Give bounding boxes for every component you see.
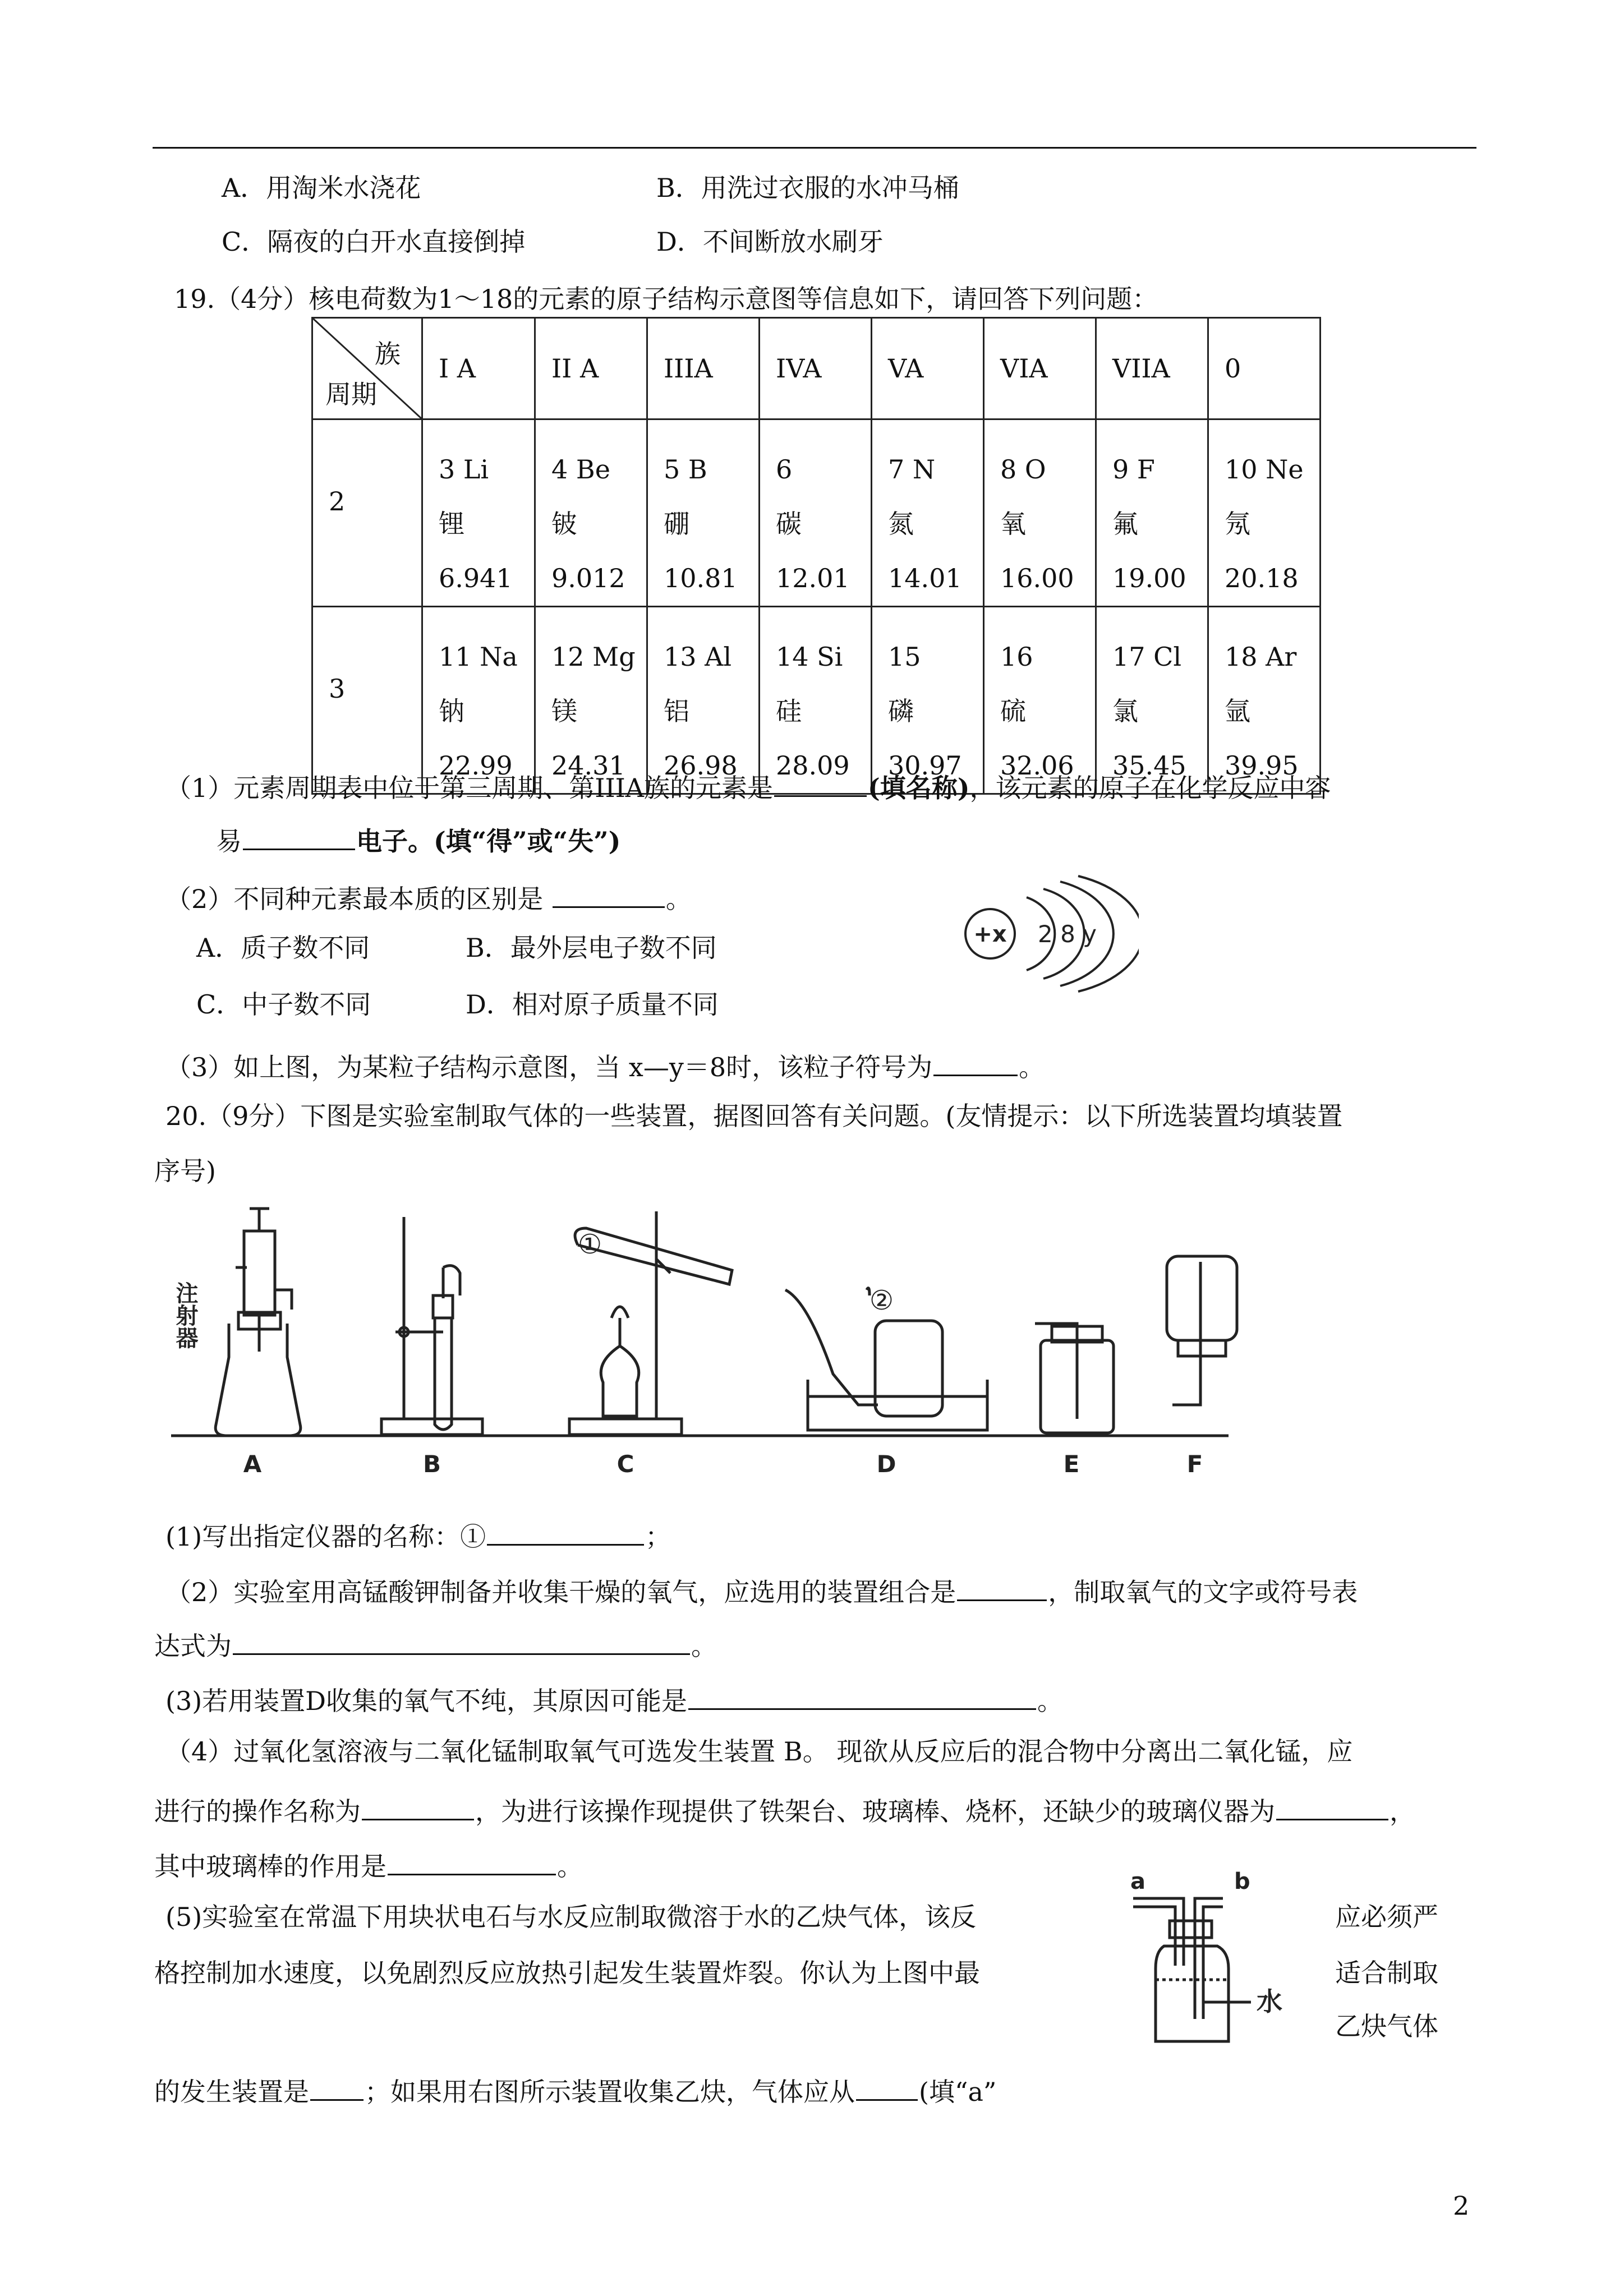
answer-blank[interactable] [362, 1793, 474, 1820]
element-cell: 11 Na 钠 22.99 [422, 607, 535, 794]
q19-part2: （2）不同种元素最本质的区别是 。 [165, 880, 692, 912]
syringe-label: 注射器 [172, 1281, 198, 1349]
q20-part5-line3-right: 乙炔气体 [1335, 2011, 1438, 2041]
answer-blank[interactable] [233, 1628, 690, 1655]
q19-option-d: D．相对原子质量不同 [466, 989, 719, 1020]
circle-one-label: ① [578, 1229, 602, 1260]
apparatus-label-e: E [1063, 1450, 1080, 1478]
q18-option-c: C．隔夜的白开水直接倒掉 [222, 227, 526, 257]
nucleus-label: +x [973, 921, 1007, 947]
lab-apparatus-figure [168, 1206, 1245, 1497]
group-header: II A [535, 318, 647, 419]
q19-option-b: B．最外层电子数不同 [466, 933, 717, 963]
apparatus-label-f: F [1186, 1450, 1203, 1478]
q20-stem-line2: 序号) [154, 1156, 216, 1186]
gas-bottle-figure [1122, 1868, 1307, 2053]
period-cell: 2 [312, 419, 422, 607]
element-cell: 6 碳 12.01 [760, 419, 872, 607]
element-cell: 15 磷 30.97 [872, 607, 984, 794]
element-cell: 5 B 硼 10.81 [647, 419, 760, 607]
group-header: VA [872, 318, 984, 419]
q20-part5-line2-right: 适合制取 [1335, 1958, 1438, 1988]
answer-blank[interactable] [957, 1574, 1047, 1601]
q20-part5-line1-right: 应必须严 [1335, 1902, 1438, 1932]
answer-blank[interactable] [774, 769, 867, 797]
q20-part4-line2: 进行的操作名称为 ，为进行该操作现提供了铁架台、玻璃棒、烧杯，还缺少的玻璃仪器为 ， [154, 1793, 1415, 1824]
group-header: I A [422, 318, 535, 419]
element-cell: 8 O 氧 16.00 [984, 419, 1096, 607]
page-number: 2 [1453, 2191, 1470, 2221]
group-header: VIA [984, 318, 1096, 419]
q20-part4-line1: （4）过氧化氢溶液与二氧化锰制取氧气可选发生装置 B。 现欲从反应后的混合物中分离出二氧化锰，应 [165, 1736, 1353, 1767]
q20-part4-line3: 其中玻璃棒的作用是 。 [154, 1848, 583, 1879]
atom-structure-diagram [959, 875, 1139, 998]
answer-blank[interactable] [310, 2073, 364, 2101]
q20-part5-line4: 的发生装置是 ；如果用右图所示装置收集乙炔，气体应从 (填“a” [154, 2073, 996, 2105]
q20-part5-line2: 格控制加水速度，以免剧烈反应放热引起发生装置炸裂。你认为上图中最 [154, 1958, 980, 1988]
apparatus-label-a: A [243, 1450, 262, 1478]
group-header: 0 [1208, 318, 1321, 419]
group-header: IIIA [647, 318, 760, 419]
apparatus-label-b: B [422, 1450, 441, 1478]
period-cell: 3 [312, 607, 422, 794]
element-cell: 10 Ne 氖 20.18 [1208, 419, 1321, 607]
answer-blank[interactable] [388, 1848, 556, 1875]
answer-blank[interactable] [933, 1049, 1018, 1076]
element-cell: 14 Si 硅 28.09 [760, 607, 872, 794]
q19-option-a: A．质子数不同 [196, 933, 370, 963]
header-rule [153, 147, 1476, 149]
element-cell: 12 Mg 镁 24.31 [535, 607, 647, 794]
element-cell: 16 硫 32.06 [984, 607, 1096, 794]
table-row [312, 607, 1321, 794]
element-cell: 3 Li 锂 6.941 [422, 419, 535, 607]
element-cell: 17 Cl 氯 35.45 [1096, 607, 1208, 794]
answer-blank[interactable] [487, 1518, 644, 1546]
element-cell: 18 Ar 氩 39.95 [1208, 607, 1321, 794]
element-cell: 4 Be 铍 9.012 [535, 419, 647, 607]
shell-electrons-label: 2 8 y [1038, 920, 1097, 948]
element-cell: 13 Al 铝 26.98 [647, 607, 760, 794]
q20-part2-line2: 达式为 。 [154, 1628, 717, 1659]
q18-option-a: A．用淘米水浇花 [222, 173, 421, 203]
q19-part1-line1: （1）元素周期表中位于第三周期、第IIIA族的元素是 (填名称)，该元素的原子在化学反应中容 [165, 769, 1331, 801]
q18-option-d: D．不间断放水刷牙 [656, 227, 884, 257]
q19-stem: 19.（4分）核电荷数为1～18的元素的原子结构示意图等信息如下，请回答下列问题： [174, 284, 1158, 314]
q20-part3: (3)若用装置D收集的氧气不纯，其原因可能是 。 [165, 1682, 1063, 1714]
q19-part3: （3）如上图，为某粒子结构示意图，当 x—y＝8时，该粒子符号为 。 [165, 1049, 1045, 1080]
table-corner-cell [312, 318, 422, 419]
q18-option-b: B．用洗过衣服的水冲马桶 [656, 173, 959, 203]
group-header: IVA [760, 318, 872, 419]
answer-blank[interactable] [688, 1682, 1036, 1710]
water-label: 水 [1257, 1986, 1282, 2017]
q19-option-c: C．中子数不同 [196, 989, 371, 1020]
group-header: VIIA [1096, 318, 1208, 419]
corner-group-label: 族 [375, 339, 401, 369]
q20-part1: (1)写出指定仪器的名称：① ； [165, 1518, 671, 1550]
apparatus-label-d: D [876, 1450, 896, 1478]
q20-part2-line1: （2）实验室用高锰酸钾制备并收集干燥的氧气，应选用的装置组合是 ，制取氧气的文字或符号表 [165, 1574, 1358, 1605]
q20-stem-line1: 20.（9分）下图是实验室制取气体的一些装置，据图回答有关问题。(友情提示：以下所选装置均填装置 [165, 1101, 1343, 1131]
answer-blank[interactable] [1276, 1793, 1388, 1820]
answer-blank[interactable] [856, 2073, 918, 2101]
table-row [312, 419, 1321, 607]
inlet-b-label: b [1234, 1869, 1250, 1894]
answer-blank[interactable] [243, 823, 355, 850]
inlet-a-label: a [1130, 1869, 1145, 1894]
answer-blank[interactable] [553, 880, 665, 908]
q19-part1-line2: 易 电子。(填“得”或“失”) [216, 823, 620, 854]
element-cell: 9 F 氟 19.00 [1096, 419, 1208, 607]
circle-two-label: ② [869, 1285, 894, 1316]
element-cell: 7 N 氮 14.01 [872, 419, 984, 607]
q20-part5-line1: (5)实验室在常温下用块状电石与水反应制取微溶于水的乙炔气体，该反 [165, 1902, 977, 1932]
periodic-table [311, 317, 1321, 795]
corner-period-label: 周期 [325, 379, 377, 409]
apparatus-label-c: C [617, 1450, 634, 1478]
